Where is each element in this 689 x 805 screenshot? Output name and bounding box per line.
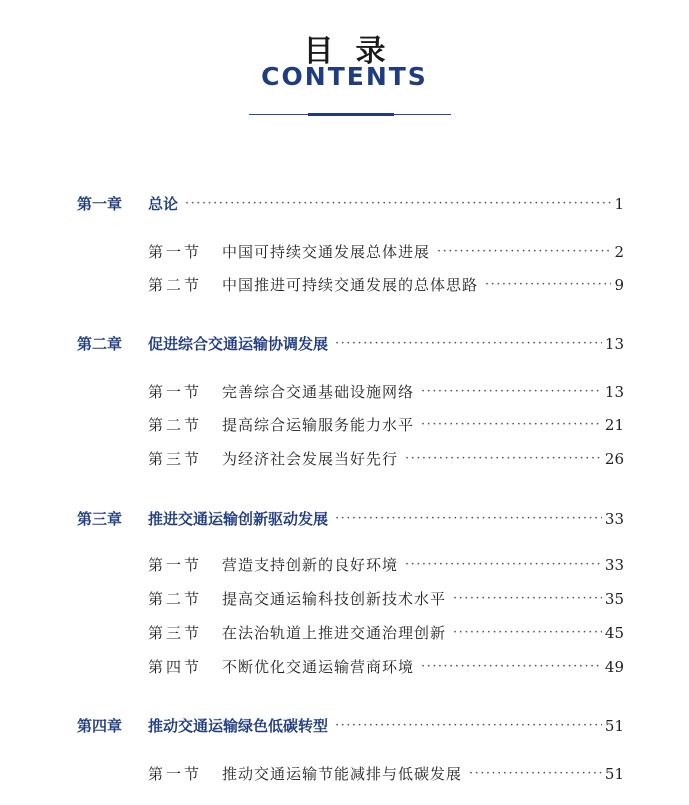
toc-chapter-3[interactable] [77,508,624,529]
page-number: 13 [604,383,624,401]
section-number: 第三节 [148,624,203,642]
page-number: 51 [604,765,624,783]
page-number: 13 [604,335,624,353]
toc-chapter-2[interactable] [77,333,624,354]
leader-dots [453,591,602,606]
section-number: 第二节 [148,590,203,608]
toc-chapter-1[interactable] [77,193,624,214]
page-number: 33 [604,510,624,528]
page-number: 21 [604,416,624,434]
leader-dots [335,336,602,351]
leader-dots [453,625,602,640]
page-number: 35 [604,590,624,608]
toc-section-3-3[interactable] [148,622,624,643]
page-number: 26 [604,450,624,468]
chapter-title: 推进交通运输创新驱动发展 [148,510,329,528]
toc-section-1-2[interactable] [148,274,624,295]
toc-section-3-2[interactable] [148,588,624,609]
section-number: 第一节 [148,765,203,783]
leader-dots [421,659,602,674]
leader-dots [335,718,602,733]
toc-section-2-2[interactable] [148,414,624,435]
chapter-number: 第二章 [77,335,123,353]
section-title: 不断优化交通运输营商环境 [222,658,415,676]
page-number: 9 [614,276,624,294]
section-title: 提高交通运输科技创新技术水平 [222,590,447,608]
leader-dots [421,384,602,399]
page-number: 49 [604,658,624,676]
section-title: 完善综合交通基础设施网络 [222,383,415,401]
leader-dots [437,244,611,259]
chapter-title: 推动交通运输绿色低碳转型 [148,717,329,735]
toc-section-4-1[interactable] [148,763,624,784]
leader-dots [469,766,602,781]
page-subtitle: CONTENTS [261,62,428,91]
leader-dots [405,557,602,572]
section-number: 第一节 [148,556,203,574]
chapter-number: 第四章 [77,717,123,735]
page-number: 33 [604,556,624,574]
page-number: 51 [604,717,624,735]
leader-dots [421,417,602,432]
section-title: 推动交通运输节能减排与低碳发展 [222,765,463,783]
toc-chapter-4[interactable] [77,715,624,736]
section-number: 第三节 [148,450,203,468]
leader-dots [185,196,611,211]
section-title: 中国推进可持续交通发展的总体思路 [222,276,479,294]
page-number: 45 [604,624,624,642]
page-number: 2 [614,243,624,261]
page-number: 1 [614,195,624,213]
chapter-number: 第一章 [77,195,123,213]
section-number: 第四节 [148,658,203,676]
section-number: 第一节 [148,243,203,261]
toc-section-2-1[interactable] [148,381,624,402]
section-number: 第二节 [148,416,203,434]
chapter-title: 促进综合交通运输协调发展 [148,335,329,353]
section-title: 为经济社会发展当好先行 [222,450,399,468]
toc-section-1-1[interactable] [148,241,624,262]
section-title: 营造支持创新的良好环境 [222,556,399,574]
page-title: 目录 [303,34,408,69]
section-title: 提高综合运输服务能力水平 [222,416,415,434]
toc-section-2-3[interactable] [148,448,624,469]
toc-section-3-4[interactable] [148,656,624,677]
leader-dots [405,451,602,466]
chapter-title: 总论 [148,195,179,213]
leader-dots [485,277,611,292]
section-title: 中国可持续交通发展总体进展 [222,243,431,261]
chapter-number: 第三章 [77,510,123,528]
section-number: 第二节 [148,276,203,294]
toc-section-3-1[interactable] [148,554,624,575]
section-number: 第一节 [148,383,203,401]
section-title: 在法治轨道上推进交通治理创新 [222,624,447,642]
leader-dots [335,511,602,526]
